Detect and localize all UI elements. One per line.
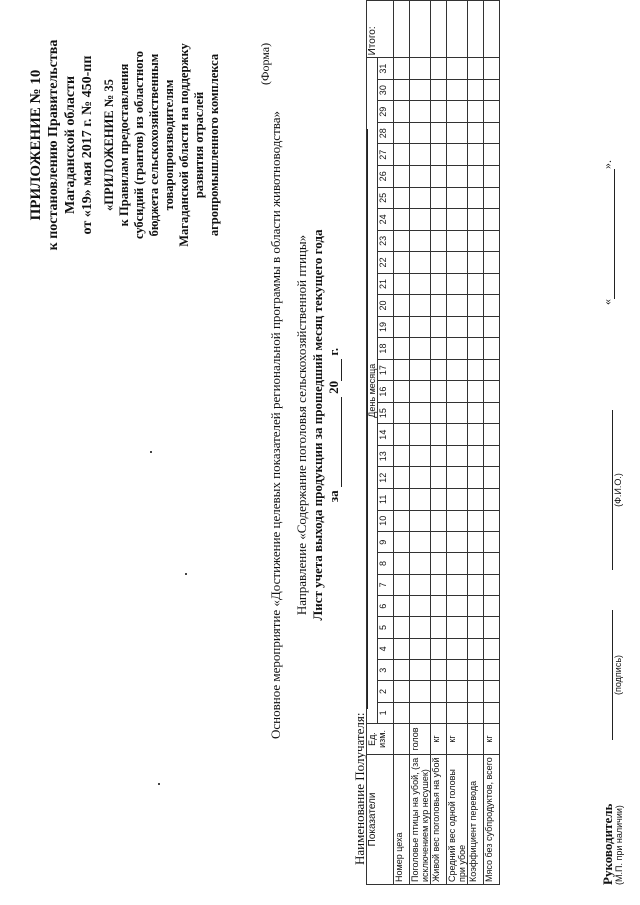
day-value-cell[interactable] (447, 510, 468, 532)
indicator-unit (468, 724, 484, 755)
day-header-cell: 12 (378, 467, 394, 489)
day-value-cell[interactable] (394, 681, 410, 702)
day-value-cell[interactable] (410, 295, 431, 317)
production-table (366, 0, 500, 885)
day-header-cell: 17 (378, 359, 394, 381)
day-value-cell[interactable] (484, 316, 500, 338)
day-header-cell: 27 (378, 144, 394, 166)
sub-appendix-line: бюджета сельскохозяйственным (147, 53, 161, 237)
day-value-cell[interactable] (394, 510, 410, 532)
day-value-cell[interactable] (484, 295, 500, 317)
day-value-cell[interactable] (410, 660, 431, 681)
day-value-cell[interactable] (447, 467, 468, 489)
date-close-quote: ». (600, 160, 614, 169)
day-value-cell[interactable] (468, 187, 484, 209)
day-value-cell[interactable] (468, 79, 484, 101)
day-header-cell: 13 (378, 445, 394, 467)
indicator-name: Мясо без субпродуктов, всего (484, 754, 500, 884)
day-value-cell[interactable] (394, 424, 410, 446)
day-value-cell[interactable] (484, 101, 500, 123)
date-blank[interactable] (603, 169, 615, 299)
day-value-cell[interactable] (431, 316, 447, 338)
day-value-cell[interactable] (484, 338, 500, 360)
day-value-cell[interactable] (394, 638, 410, 659)
day-value-cell[interactable] (468, 58, 484, 80)
day-value-cell[interactable] (484, 58, 500, 80)
day-value-cell[interactable] (410, 638, 431, 659)
day-value-cell[interactable] (484, 187, 500, 209)
total-cell[interactable] (410, 1, 431, 58)
day-header-cell: 31 (378, 58, 394, 80)
day-value-cell[interactable] (447, 144, 468, 166)
table-row (447, 1, 468, 885)
day-value-cell[interactable] (394, 467, 410, 489)
scan-speck (150, 451, 152, 453)
day-value-cell[interactable] (484, 252, 500, 274)
day-value-cell[interactable] (468, 424, 484, 446)
day-value-cell[interactable] (394, 489, 410, 511)
day-value-cell[interactable] (447, 381, 468, 403)
table-row (394, 1, 410, 885)
day-value-cell[interactable] (394, 316, 410, 338)
day-value-cell[interactable] (484, 359, 500, 381)
day-value-cell[interactable] (447, 187, 468, 209)
day-value-cell[interactable] (484, 638, 500, 659)
day-value-cell[interactable] (410, 381, 431, 403)
day-value-cell[interactable] (410, 596, 431, 617)
day-value-cell[interactable] (410, 445, 431, 467)
direction: Направление «Содержание поголовья сельскохозяйственной птицы» (294, 234, 309, 616)
day-value-cell[interactable] (484, 79, 500, 101)
day-value-cell[interactable] (394, 122, 410, 144)
day-value-cell[interactable] (431, 596, 447, 617)
day-value-cell[interactable] (431, 58, 447, 80)
day-value-cell[interactable] (447, 424, 468, 446)
day-value-cell[interactable] (468, 295, 484, 317)
day-header-cell: 30 (378, 79, 394, 101)
day-header-cell: 9 (378, 532, 394, 553)
day-value-cell[interactable] (410, 467, 431, 489)
sub-appendix-line: субсидий (грантов) из областного (132, 50, 146, 240)
day-header-cell: 4 (378, 638, 394, 659)
day-value-cell[interactable] (447, 273, 468, 295)
day-header-cell: 23 (378, 230, 394, 252)
day-value-cell[interactable] (447, 295, 468, 317)
day-value-cell[interactable] (410, 187, 431, 209)
indicator-unit: кг (431, 724, 447, 755)
day-value-cell[interactable] (431, 510, 447, 532)
day-value-cell[interactable] (394, 359, 410, 381)
day-value-cell[interactable] (484, 596, 500, 617)
day-value-cell[interactable] (410, 553, 431, 574)
scan-speck (185, 573, 187, 575)
day-value-cell[interactable] (468, 489, 484, 511)
day-value-cell[interactable] (431, 166, 447, 188)
day-value-cell[interactable] (484, 660, 500, 681)
day-value-cell[interactable] (447, 338, 468, 360)
indicator-unit: кг (484, 724, 500, 755)
day-value-cell[interactable] (484, 574, 500, 595)
day-value-cell[interactable] (410, 402, 431, 424)
sub-appendix-line: к Правилам предоставления (117, 63, 131, 227)
day-value-cell[interactable] (394, 553, 410, 574)
day-value-cell[interactable] (484, 445, 500, 467)
day-header-cell: 28 (378, 122, 394, 144)
day-value-cell[interactable] (410, 424, 431, 446)
day-value-cell[interactable] (484, 209, 500, 231)
day-value-cell[interactable] (410, 166, 431, 188)
sub-appendix-title: «ПРИЛОЖЕНИЕ № 35 (102, 79, 116, 211)
day-value-cell[interactable] (410, 316, 431, 338)
day-header-cell: 2 (378, 681, 394, 702)
day-value-cell[interactable] (447, 230, 468, 252)
day-value-cell[interactable] (431, 230, 447, 252)
day-value-cell[interactable] (447, 681, 468, 702)
day-value-cell[interactable] (431, 187, 447, 209)
day-value-cell[interactable] (410, 510, 431, 532)
day-value-cell[interactable] (394, 101, 410, 123)
day-value-cell[interactable] (394, 144, 410, 166)
day-value-cell[interactable] (484, 617, 500, 638)
day-value-cell[interactable] (394, 702, 410, 723)
day-value-cell[interactable] (484, 166, 500, 188)
date-open-quote: « (600, 299, 614, 305)
day-value-cell[interactable] (484, 424, 500, 446)
day-header-cell: 10 (378, 510, 394, 532)
day-value-cell[interactable] (484, 553, 500, 574)
indicator-unit (394, 724, 410, 755)
day-value-cell[interactable] (468, 338, 484, 360)
day-value-cell[interactable] (447, 402, 468, 424)
day-value-cell[interactable] (410, 58, 431, 80)
day-value-cell[interactable] (431, 574, 447, 595)
day-value-cell[interactable] (468, 638, 484, 659)
day-value-cell[interactable] (410, 617, 431, 638)
day-value-cell[interactable] (410, 122, 431, 144)
year-prefix: 20 (326, 380, 341, 394)
day-value-cell[interactable] (431, 489, 447, 511)
day-value-cell[interactable] (410, 252, 431, 274)
table-row (410, 1, 431, 885)
scan-speck (158, 783, 160, 785)
day-header-cell: 20 (378, 295, 394, 317)
day-value-cell[interactable] (410, 230, 431, 252)
day-value-cell[interactable] (468, 316, 484, 338)
day-value-cell[interactable] (447, 101, 468, 123)
day-value-cell[interactable] (394, 166, 410, 188)
day-value-cell[interactable] (410, 702, 431, 723)
day-value-cell[interactable] (410, 574, 431, 595)
day-header-cell: 22 (378, 252, 394, 274)
indicator-name: Коэффициент перевода (468, 754, 484, 884)
day-value-cell[interactable] (484, 510, 500, 532)
appendix-line-1: к постановлению Правительства (46, 39, 61, 251)
day-value-cell[interactable] (468, 467, 484, 489)
day-value-cell[interactable] (447, 638, 468, 659)
total-cell[interactable] (447, 1, 468, 58)
day-value-cell[interactable] (410, 489, 431, 511)
day-header-cell: 16 (378, 381, 394, 403)
day-value-cell[interactable] (394, 381, 410, 403)
day-value-cell[interactable] (484, 467, 500, 489)
day-value-cell[interactable] (468, 230, 484, 252)
day-value-cell[interactable] (431, 381, 447, 403)
appendix-line-3: от «19» мая 2017 г. № 450-пп (80, 55, 95, 235)
day-value-cell[interactable] (484, 273, 500, 295)
sub-appendix-line: Магаданской области на поддержку (177, 43, 191, 247)
day-value-cell[interactable] (447, 166, 468, 188)
table-body (394, 1, 500, 885)
date-field[interactable] (600, 160, 615, 305)
day-value-cell[interactable] (394, 660, 410, 681)
day-header-cell: 24 (378, 209, 394, 231)
indicator-unit: голов (410, 724, 431, 755)
day-value-cell[interactable] (431, 532, 447, 553)
indicator-name: Поголовье птицы на убой, (за исключением кур несушек) (410, 754, 431, 884)
sub-appendix-line: агропромышленного комплекса (207, 53, 221, 237)
total-cell[interactable] (468, 1, 484, 58)
full-name-field[interactable]: (Ф.И.О.) (612, 410, 623, 570)
day-value-cell[interactable] (394, 617, 410, 638)
day-value-cell[interactable] (447, 553, 468, 574)
unit-header: Ед. изм. (367, 724, 394, 755)
day-value-cell[interactable] (394, 532, 410, 553)
day-value-cell[interactable] (394, 209, 410, 231)
day-value-cell[interactable] (447, 79, 468, 101)
day-header-cell: 18 (378, 338, 394, 360)
day-value-cell[interactable] (484, 532, 500, 553)
day-value-cell[interactable] (431, 359, 447, 381)
day-value-cell[interactable] (394, 79, 410, 101)
day-header-cell: 11 (378, 489, 394, 511)
day-value-cell[interactable] (431, 209, 447, 231)
day-value-cell[interactable] (410, 532, 431, 553)
day-value-cell[interactable] (394, 230, 410, 252)
day-value-cell[interactable] (431, 424, 447, 446)
table-row (484, 1, 500, 885)
signature-field[interactable]: (подпись) (612, 610, 623, 740)
indicator-name: Номер цеха (394, 754, 410, 884)
day-value-cell[interactable] (394, 445, 410, 467)
day-value-cell[interactable] (484, 122, 500, 144)
day-value-cell[interactable] (447, 316, 468, 338)
day-value-cell[interactable] (468, 445, 484, 467)
day-header-cell: 6 (378, 596, 394, 617)
day-header-cell: 1 (378, 702, 394, 723)
year-blank[interactable] (330, 359, 342, 381)
day-header-cell: 14 (378, 424, 394, 446)
day-value-cell[interactable] (468, 660, 484, 681)
day-value-cell[interactable] (447, 617, 468, 638)
day-value-cell[interactable] (468, 553, 484, 574)
table-header-row (367, 1, 378, 885)
day-value-cell[interactable] (431, 681, 447, 702)
day-value-cell[interactable] (394, 187, 410, 209)
day-value-cell[interactable] (431, 553, 447, 574)
day-value-cell[interactable] (468, 574, 484, 595)
day-value-cell[interactable] (484, 702, 500, 723)
day-header-cell: 19 (378, 316, 394, 338)
total-cell[interactable] (394, 1, 410, 58)
period-suffix: г. (326, 347, 341, 356)
appendix-line-2: Магаданской области (63, 75, 78, 215)
day-value-cell[interactable] (447, 58, 468, 80)
day-value-cell[interactable] (394, 58, 410, 80)
day-value-cell[interactable] (410, 273, 431, 295)
day-value-cell[interactable] (447, 252, 468, 274)
day-header-cell: 21 (378, 273, 394, 295)
total-cell[interactable] (484, 1, 500, 58)
day-value-cell[interactable] (468, 209, 484, 231)
day-value-cell[interactable] (431, 467, 447, 489)
day-value-cell[interactable] (468, 532, 484, 553)
day-value-cell[interactable] (410, 79, 431, 101)
day-value-cell[interactable] (468, 381, 484, 403)
day-value-cell[interactable] (431, 660, 447, 681)
day-value-cell[interactable] (410, 681, 431, 702)
day-value-cell[interactable] (484, 381, 500, 403)
day-value-cell[interactable] (468, 510, 484, 532)
total-cell[interactable] (431, 1, 447, 58)
day-value-cell[interactable] (394, 295, 410, 317)
day-value-cell[interactable] (394, 574, 410, 595)
day-value-cell[interactable] (468, 273, 484, 295)
day-value-cell[interactable] (468, 252, 484, 274)
day-value-cell[interactable] (410, 144, 431, 166)
day-value-cell[interactable] (394, 338, 410, 360)
indicator-name: Средний вес одной головы при убое (447, 754, 468, 884)
day-value-cell[interactable] (468, 122, 484, 144)
period-line (326, 35, 342, 815)
day-value-cell[interactable] (431, 144, 447, 166)
indicators-header: Показатели (367, 754, 394, 884)
day-value-cell[interactable] (431, 617, 447, 638)
day-value-cell[interactable] (410, 101, 431, 123)
day-value-cell[interactable] (431, 122, 447, 144)
day-value-cell[interactable] (431, 402, 447, 424)
day-value-cell[interactable] (431, 638, 447, 659)
appendix-header (28, 25, 222, 265)
day-value-cell[interactable] (394, 252, 410, 274)
period-prefix: за (326, 490, 341, 503)
day-value-cell[interactable] (447, 209, 468, 231)
day-value-cell[interactable] (468, 702, 484, 723)
table-row (468, 1, 484, 885)
day-header-cell: 15 (378, 402, 394, 424)
day-value-cell[interactable] (447, 532, 468, 553)
day-value-cell[interactable] (431, 273, 447, 295)
day-value-cell[interactable] (447, 702, 468, 723)
day-value-cell[interactable] (394, 596, 410, 617)
indicator-name: Живой вес поголовья на убой (431, 754, 447, 884)
day-value-cell[interactable] (431, 702, 447, 723)
day-value-cell[interactable] (468, 402, 484, 424)
day-value-cell[interactable] (431, 101, 447, 123)
day-value-cell[interactable] (484, 681, 500, 702)
day-value-cell[interactable] (410, 359, 431, 381)
day-header-cell: 7 (378, 574, 394, 595)
day-value-cell[interactable] (447, 489, 468, 511)
day-value-cell[interactable] (447, 596, 468, 617)
day-value-cell[interactable] (484, 489, 500, 511)
day-value-cell[interactable] (394, 273, 410, 295)
day-value-cell[interactable] (410, 209, 431, 231)
main-activity: Основное мероприятие «Достижение целевых показателей региональной программы в области животноводства» (268, 111, 283, 739)
month-blank[interactable] (330, 397, 342, 487)
day-value-cell[interactable] (468, 101, 484, 123)
day-value-cell[interactable] (484, 402, 500, 424)
day-value-cell[interactable] (484, 144, 500, 166)
day-value-cell[interactable] (431, 445, 447, 467)
day-value-cell[interactable] (468, 166, 484, 188)
day-of-month-header: День месяца (367, 58, 378, 724)
recipient-name-label: Наименование Получателя: (352, 712, 367, 865)
day-value-cell[interactable] (468, 144, 484, 166)
day-value-cell[interactable] (431, 79, 447, 101)
form-label: (Форма) (258, 42, 272, 85)
day-value-cell[interactable] (410, 338, 431, 360)
day-value-cell[interactable] (468, 359, 484, 381)
day-header-cell: 26 (378, 166, 394, 188)
day-value-cell[interactable] (447, 122, 468, 144)
day-value-cell[interactable] (431, 338, 447, 360)
day-value-cell[interactable] (447, 445, 468, 467)
appendix-title: ПРИЛОЖЕНИЕ № 10 (28, 69, 44, 221)
day-value-cell[interactable] (447, 660, 468, 681)
sub-appendix-line: товаропроизводителям (162, 79, 176, 211)
day-value-cell[interactable] (468, 681, 484, 702)
day-value-cell[interactable] (394, 402, 410, 424)
day-header-cell: 8 (378, 553, 394, 574)
day-header-cell: 25 (378, 187, 394, 209)
day-header-cell: 5 (378, 617, 394, 638)
indicator-unit: кг (447, 724, 468, 755)
seal-note: (М.П. при наличии) (614, 805, 624, 885)
table-row (431, 1, 447, 885)
day-value-cell[interactable] (431, 295, 447, 317)
total-header: Итого: (367, 1, 394, 58)
sub-appendix-line: развития отраслей (192, 91, 206, 199)
day-value-cell[interactable] (431, 252, 447, 274)
day-value-cell[interactable] (447, 574, 468, 595)
day-header-cell: 3 (378, 660, 394, 681)
day-value-cell[interactable] (468, 596, 484, 617)
head-label: Руководитель (600, 803, 615, 885)
day-value-cell[interactable] (468, 617, 484, 638)
sheet-title: Лист учета выхода продукции за прошедший месяц текущего года (310, 229, 325, 621)
day-value-cell[interactable] (484, 230, 500, 252)
day-value-cell[interactable] (447, 359, 468, 381)
sub-appendix (102, 25, 222, 265)
day-header-cell: 29 (378, 101, 394, 123)
